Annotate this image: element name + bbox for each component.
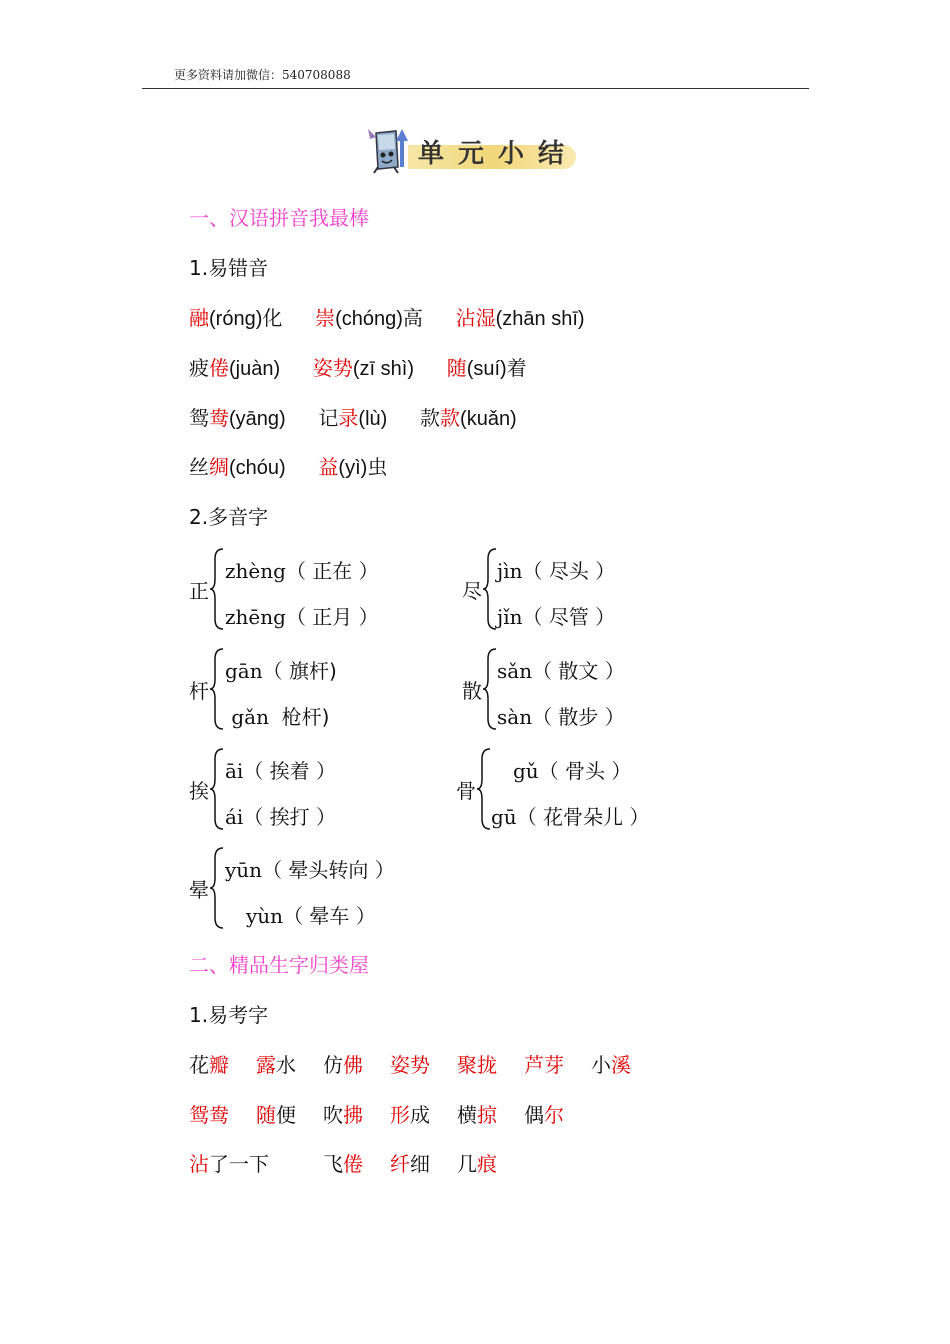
unit-summary-banner [360, 127, 585, 177]
brace-icon [209, 747, 225, 831]
vocab-word: 吹拂 [323, 1103, 363, 1127]
brace-icon [482, 647, 498, 731]
polyphone-row: yūn（ 晕头转向 ） [225, 858, 395, 882]
error-item: 疲倦(juàn) [189, 356, 281, 380]
polyphone-row: gǔ（ 骨头 ） [513, 759, 632, 783]
polyphone-group [456, 747, 706, 833]
error-item: 融(róng)化 [189, 306, 283, 330]
polyphone-char: 尽 [462, 579, 482, 603]
polyphone-row: yùn（ 晕车 ） [246, 904, 376, 928]
banner-title: 单元小结 [418, 139, 579, 169]
error-item: 崇(chóng)高 [315, 306, 423, 330]
vocab-word: 花瓣 [189, 1053, 229, 1077]
brace-icon [209, 647, 225, 731]
section-1-title: 一、汉语拼音我最棒 [189, 206, 369, 230]
error-item: 记录(lù) [318, 406, 388, 430]
error-item: 益(yì)虫 [318, 455, 388, 479]
polyphone-row: gǎn 枪杆) [225, 705, 330, 729]
vocab-row-3 [189, 1148, 749, 1176]
polyphone-row: jìn（ 尽头 ） [497, 559, 616, 583]
error-line-3 [189, 402, 517, 431]
vocab-row-2 [189, 1099, 749, 1127]
vocab-word: 几痕 [457, 1152, 497, 1176]
vocab-word: 沾了一下 [189, 1152, 269, 1176]
polyphone-row: sǎn（ 散文 ） [497, 659, 625, 683]
vocab-word: 仿佛 [323, 1053, 363, 1077]
polyphone-row: ái（ 挨打 ） [225, 805, 337, 829]
error-item: 款款(kuǎn) [420, 406, 517, 430]
error-line-2 [189, 352, 527, 381]
vocab-word: 芦芽 [524, 1053, 564, 1077]
polyphone-group [462, 547, 702, 633]
error-item: 鸳鸯(yāng) [189, 406, 286, 430]
polyphone-group [189, 747, 429, 833]
error-item: 丝绸(chóu) [189, 455, 286, 479]
polyphone-row: zhēng（ 正月 ） [225, 605, 379, 629]
vocab-word: 小溪 [591, 1053, 631, 1077]
vocab-word: 鸳鸯 [189, 1103, 229, 1127]
vocab-word: 随便 [256, 1103, 296, 1127]
vocab-row-1 [189, 1049, 749, 1077]
brace-icon [476, 747, 492, 831]
error-line-1 [189, 302, 585, 331]
vocab-word: 聚拢 [457, 1053, 497, 1077]
vocab-heading: 1.易考字 [189, 1003, 269, 1027]
polyphone-row: āi（ 挨着 ） [225, 759, 337, 783]
error-item: 姿势(zī shì) [312, 356, 414, 380]
vocab-word: 形成 [390, 1103, 430, 1127]
polyphone-row: gān（ 旗杆) [225, 659, 337, 683]
polyphone-char: 晕 [189, 878, 209, 902]
vocab-word: 露水 [256, 1053, 296, 1077]
header-note: 更多资料请加微信：540708088 [174, 68, 351, 82]
polyphone-group [189, 647, 429, 733]
error-sounds-heading: 1.易错音 [189, 256, 269, 280]
vocab-word: 横掠 [457, 1103, 497, 1127]
vocab-word: 飞倦 [323, 1152, 363, 1176]
section-2-title: 二、精品生字归类屋 [189, 953, 369, 977]
polyphones-heading: 2.多音字 [189, 505, 269, 529]
polyphone-group [462, 647, 702, 733]
polyphone-row: sàn（ 散步 ） [497, 705, 625, 729]
polyphone-row: zhèng（ 正在 ） [225, 559, 379, 583]
error-item: 沾湿(zhān shī) [455, 306, 585, 330]
polyphone-row: gū（ 花骨朵儿 ） [491, 805, 650, 829]
polyphone-group [189, 846, 449, 932]
vocab-word: 纤细 [390, 1152, 430, 1176]
error-line-4 [189, 451, 387, 480]
brace-icon [209, 846, 225, 930]
polyphone-char: 挨 [189, 779, 209, 803]
brace-icon [209, 547, 225, 631]
polyphone-char: 杆 [189, 679, 209, 703]
error-item: 随(suí)着 [446, 356, 527, 380]
mascot-icon [360, 127, 412, 175]
polyphone-char: 正 [189, 579, 209, 603]
polyphone-row: jǐn（ 尽管 ） [497, 605, 616, 629]
vocab-word: 偶尔 [524, 1103, 564, 1127]
polyphone-char: 散 [462, 679, 482, 703]
polyphone-char: 骨 [456, 779, 476, 803]
vocab-word: 姿势 [390, 1053, 430, 1077]
brace-icon [482, 547, 498, 631]
header-divider [142, 88, 809, 89]
polyphone-group [189, 547, 429, 633]
